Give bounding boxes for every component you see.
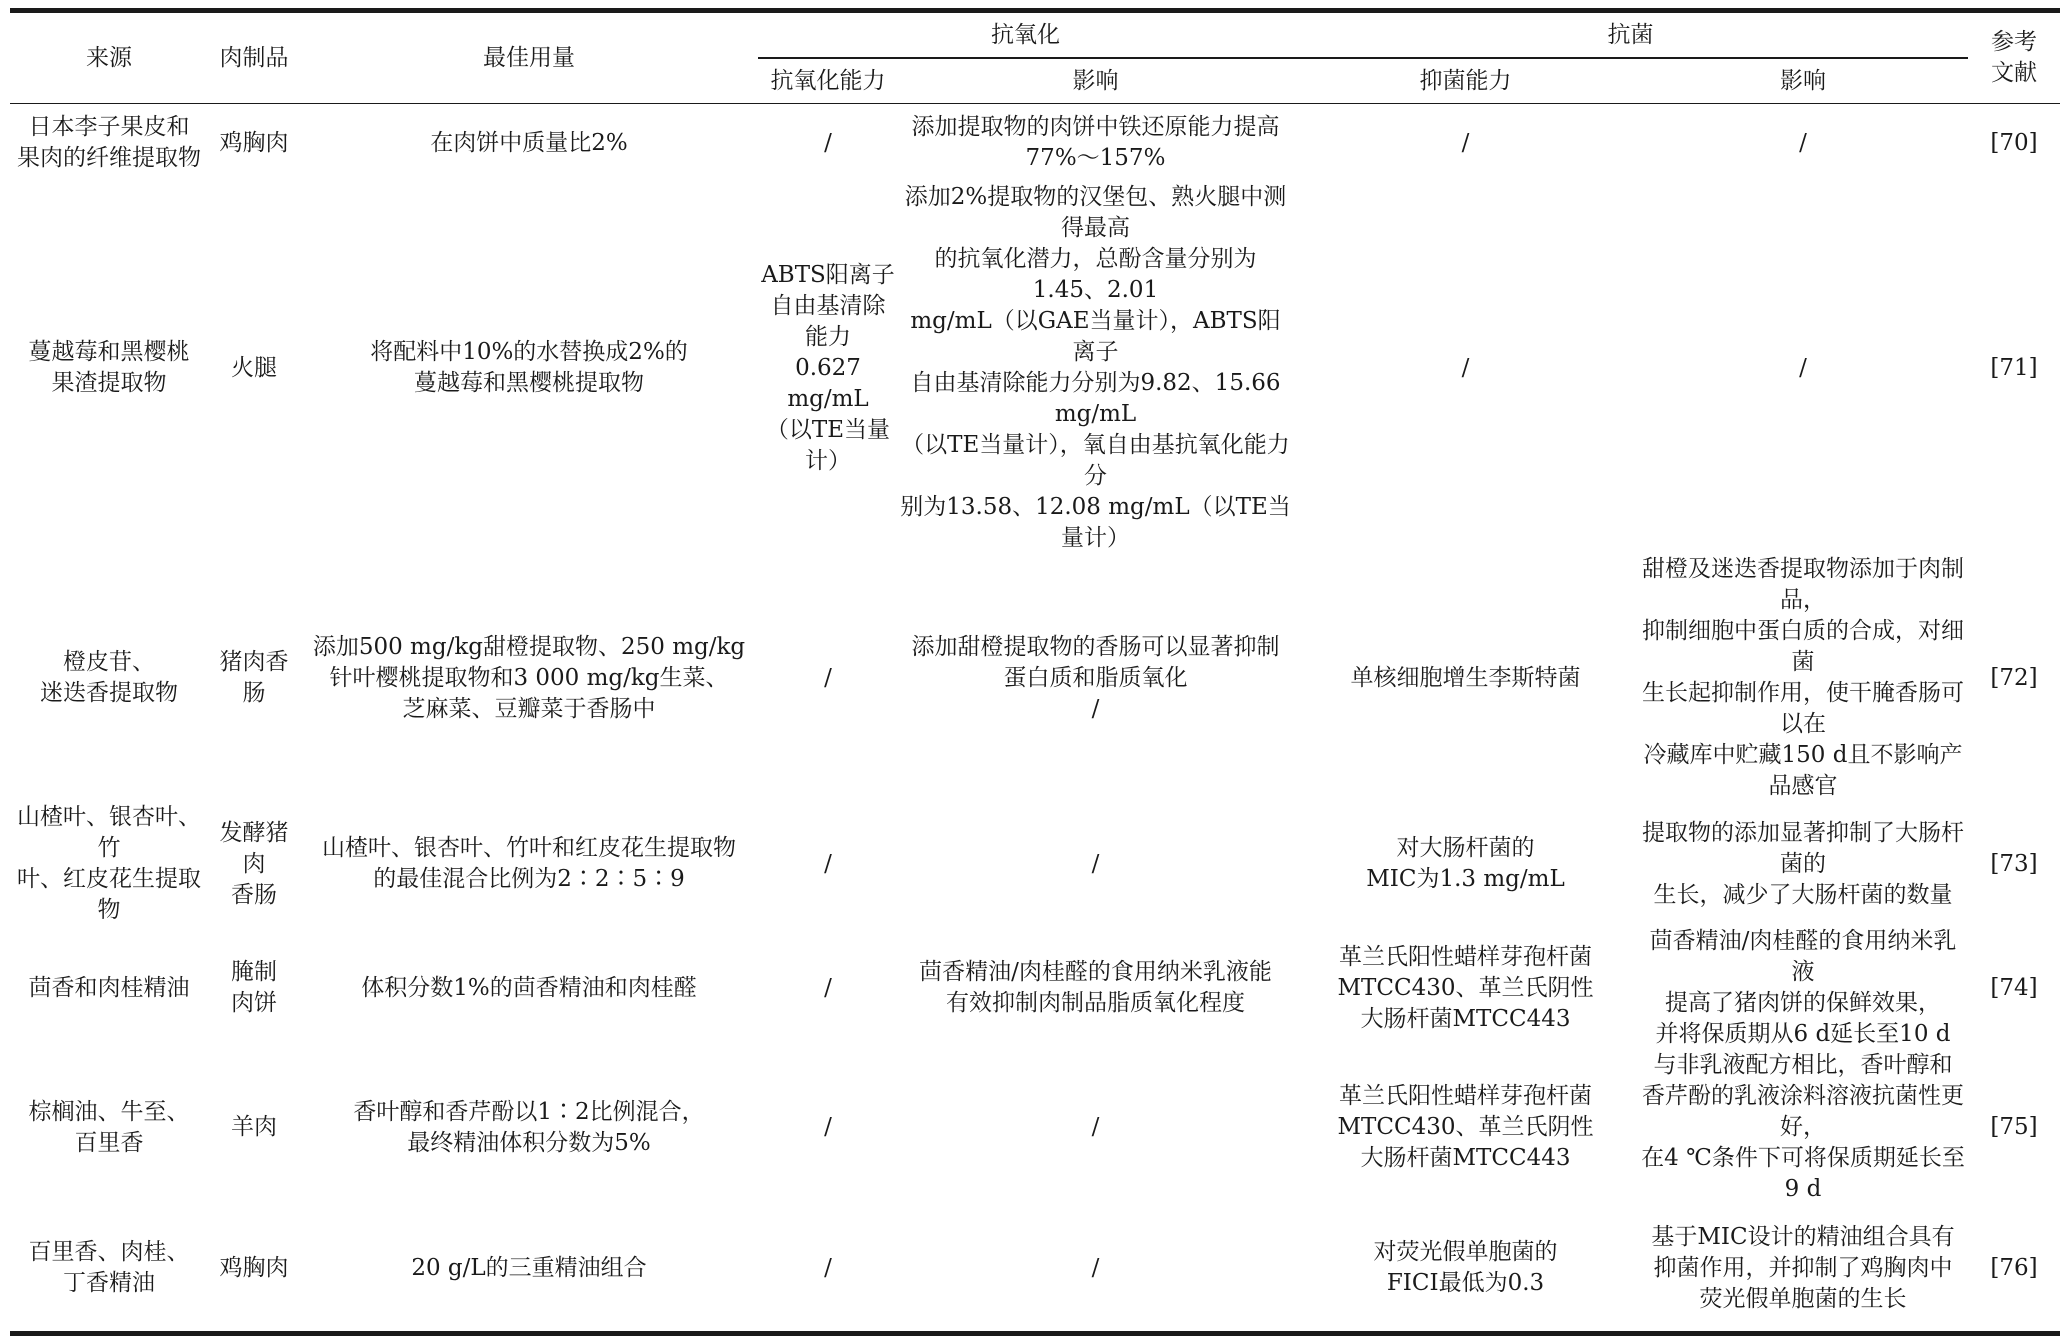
header-antibacterial-group: 抗菌: [1293, 11, 1968, 59]
cell-ao-capacity: /: [824, 850, 832, 877]
cell-source: 橙皮苷、 迷迭香提取物: [40, 649, 178, 706]
table-row: [10, 802, 2060, 926]
cell-ab-capacity: /: [1461, 129, 1470, 156]
header-source: 来源: [10, 11, 208, 104]
cell-ao-effect: 茴香精油/肉桂醛的食用纳米乳液能 有效抑制肉制品脂质氧化程度: [919, 959, 1272, 1016]
cell-reference: [71]: [1990, 354, 2038, 381]
cell-ao-effect: /: [898, 1205, 1293, 1334]
cell-ab-capacity: 单核细胞增生李斯特菌: [1350, 664, 1581, 691]
cell-ao-effect: 添加2%提取物的汉堡包、熟火腿中测得最高 的抗氧化潜力，总酚含量分别为1.45、2.01 mg/mL（以GAE当量计），ABTS阳离子 自由基清除能力分别为9.82、15.66 mg/mL （以TE当量计），氧自由基抗氧化能力分 别为13.58、12.08 mg/mL（以TE当量计）: [900, 184, 1291, 551]
header-antioxidant-effect: 影响: [898, 58, 1293, 104]
cell-reference: [72]: [1990, 664, 2038, 691]
table-row: [10, 104, 2060, 183]
cell-ab-capacity: 对荧光假单胞菌的 FICI最低为0.3: [1293, 1205, 1638, 1334]
header-antibacterial-capacity: 抑菌能力: [1293, 58, 1638, 104]
cell-ab-effect: /: [1799, 129, 1807, 156]
cell-ao-capacity: /: [824, 1114, 832, 1140]
cell-dose: 体积分数1%的茴香精油和肉桂醛: [361, 974, 697, 1001]
cell-dose: 香叶醇和香芹酚以1∶2比例混合， 最终精油体积分数为5%: [353, 1098, 705, 1156]
header-reference: 参考 文献: [1968, 11, 2060, 104]
cell-ab-effect: 基于MIC设计的精油组合具有 抑菌作用，并抑制了鸡胸肉中 荧光假单胞菌的生长: [1638, 1205, 1968, 1334]
cell-source: 棕榈油、牛至、 百里香: [28, 1098, 190, 1156]
cell-ao-capacity: ABTS阳离子 自由基清除能力 0.627 mg/mL （以TE当量计）: [761, 261, 895, 474]
cell-ao-effect: /: [1091, 1114, 1100, 1140]
header-antioxidant-group: 抗氧化: [758, 11, 1293, 59]
table-header: [10, 11, 2060, 104]
cell-ab-capacity: /: [1461, 354, 1470, 381]
cell-ab-effect: 茴香精油/肉桂醛的食用纳米乳液 提高了猪肉饼的保鲜效果， 并将保质期从6 d延长至10 d: [1649, 928, 1957, 1047]
cell-dose: 山楂叶、银杏叶、竹叶和红皮花生提取物 的最佳混合比例为2∶2∶5∶9: [322, 835, 736, 892]
cell-product: 鸡胸肉: [219, 129, 289, 156]
cell-ao-effect: /: [1091, 850, 1100, 877]
cell-source: 日本李子果皮和 果肉的纤维提取物: [17, 114, 201, 171]
cell-reference: [70]: [1990, 129, 2038, 156]
table-body: [10, 104, 2060, 1334]
cell-ao-capacity: /: [824, 664, 832, 691]
table-row: [10, 182, 2060, 554]
cell-ao-effect: 添加甜橙提取物的香肠可以显著抑制 蛋白质和脂质氧化 /: [911, 633, 1280, 722]
cell-ab-effect: 与非乳液配方相比，香叶醇和 香芹酚的乳液涂料溶液抗菌性更好， 在4 ℃条件下可将保质期延长至9 d: [1641, 1052, 1965, 1202]
cell-product: 腌制 肉饼: [231, 959, 277, 1016]
cell-dose: 添加500 mg/kg甜橙提取物、250 mg/kg 针叶樱桃提取物和3 000 mg/kg生菜、 芝麻菜、豆瓣菜于香肠中: [312, 633, 746, 722]
table-row: [10, 554, 2060, 802]
table-row: [10, 1050, 2060, 1205]
cell-ao-capacity: /: [824, 974, 832, 1001]
cell-ab-capacity: 对大肠杆菌的 MIC为1.3 mg/mL: [1366, 835, 1565, 892]
cell-reference: [73]: [1990, 850, 2038, 877]
header-antioxidant-capacity: 抗氧化能力: [758, 58, 898, 104]
cell-ao-capacity: /: [824, 129, 832, 156]
table-row: [10, 926, 2060, 1050]
cell-product: 鸡胸肉: [208, 1205, 300, 1334]
header-antibacterial-effect: 影响: [1638, 58, 1968, 104]
header-meat-product: 肉制品: [208, 11, 300, 104]
cell-ab-capacity: 革兰氏阳性蜡样芽孢杆菌 MTCC430、革兰氏阴性 大肠杆菌MTCC443: [1337, 943, 1594, 1032]
cell-ab-effect: /: [1799, 354, 1807, 381]
cell-product: 火腿: [231, 354, 277, 381]
cell-ab-effect: 甜橙及迷迭香提取物添加于肉制品， 抑制细胞中蛋白质的合成，对细菌 生长起抑制作用，使干腌香肠可以在 冷藏库中贮藏150 d且不影响产品感官: [1642, 556, 1964, 799]
cell-product: 猪肉香肠: [219, 649, 289, 706]
cell-source: 山楂叶、银杏叶、竹 叶、红皮花生提取物: [17, 804, 201, 923]
header-optimal-dose: 最佳用量: [300, 11, 758, 104]
cell-ao-capacity: /: [758, 1205, 898, 1334]
cell-ab-effect: 提取物的添加显著抑制了大肠杆菌的 生长，减少了大肠杆菌的数量: [1642, 819, 1964, 908]
cell-ao-effect: 添加提取物的肉饼中铁还原能力提高 77%～157%: [911, 114, 1280, 171]
table-row: [10, 1205, 2060, 1334]
cell-source: 茴香和肉桂精油: [28, 974, 190, 1001]
cell-product: 羊肉: [231, 1114, 277, 1140]
cell-source: 蔓越莓和黑樱桃 果渣提取物: [28, 339, 190, 396]
cell-reference: [76]: [1968, 1205, 2060, 1334]
cell-dose: 在肉饼中质量比2%: [430, 129, 628, 156]
cell-product: 发酵猪肉 香肠: [219, 819, 289, 908]
cell-dose: 20 g/L的三重精油组合: [300, 1205, 758, 1334]
data-table: [10, 8, 2060, 1336]
cell-reference: [75]: [1990, 1114, 2038, 1140]
cell-source: 百里香、肉桂、 丁香精油: [10, 1205, 208, 1334]
cell-dose: 将配料中10%的水替换成2%的 蔓越莓和黑樱桃提取物: [370, 339, 688, 396]
cell-reference: [74]: [1990, 974, 2038, 1001]
cell-ab-capacity: 革兰氏阳性蜡样芽孢杆菌 MTCC430、革兰氏阴性 大肠杆菌MTCC443: [1337, 1083, 1594, 1171]
